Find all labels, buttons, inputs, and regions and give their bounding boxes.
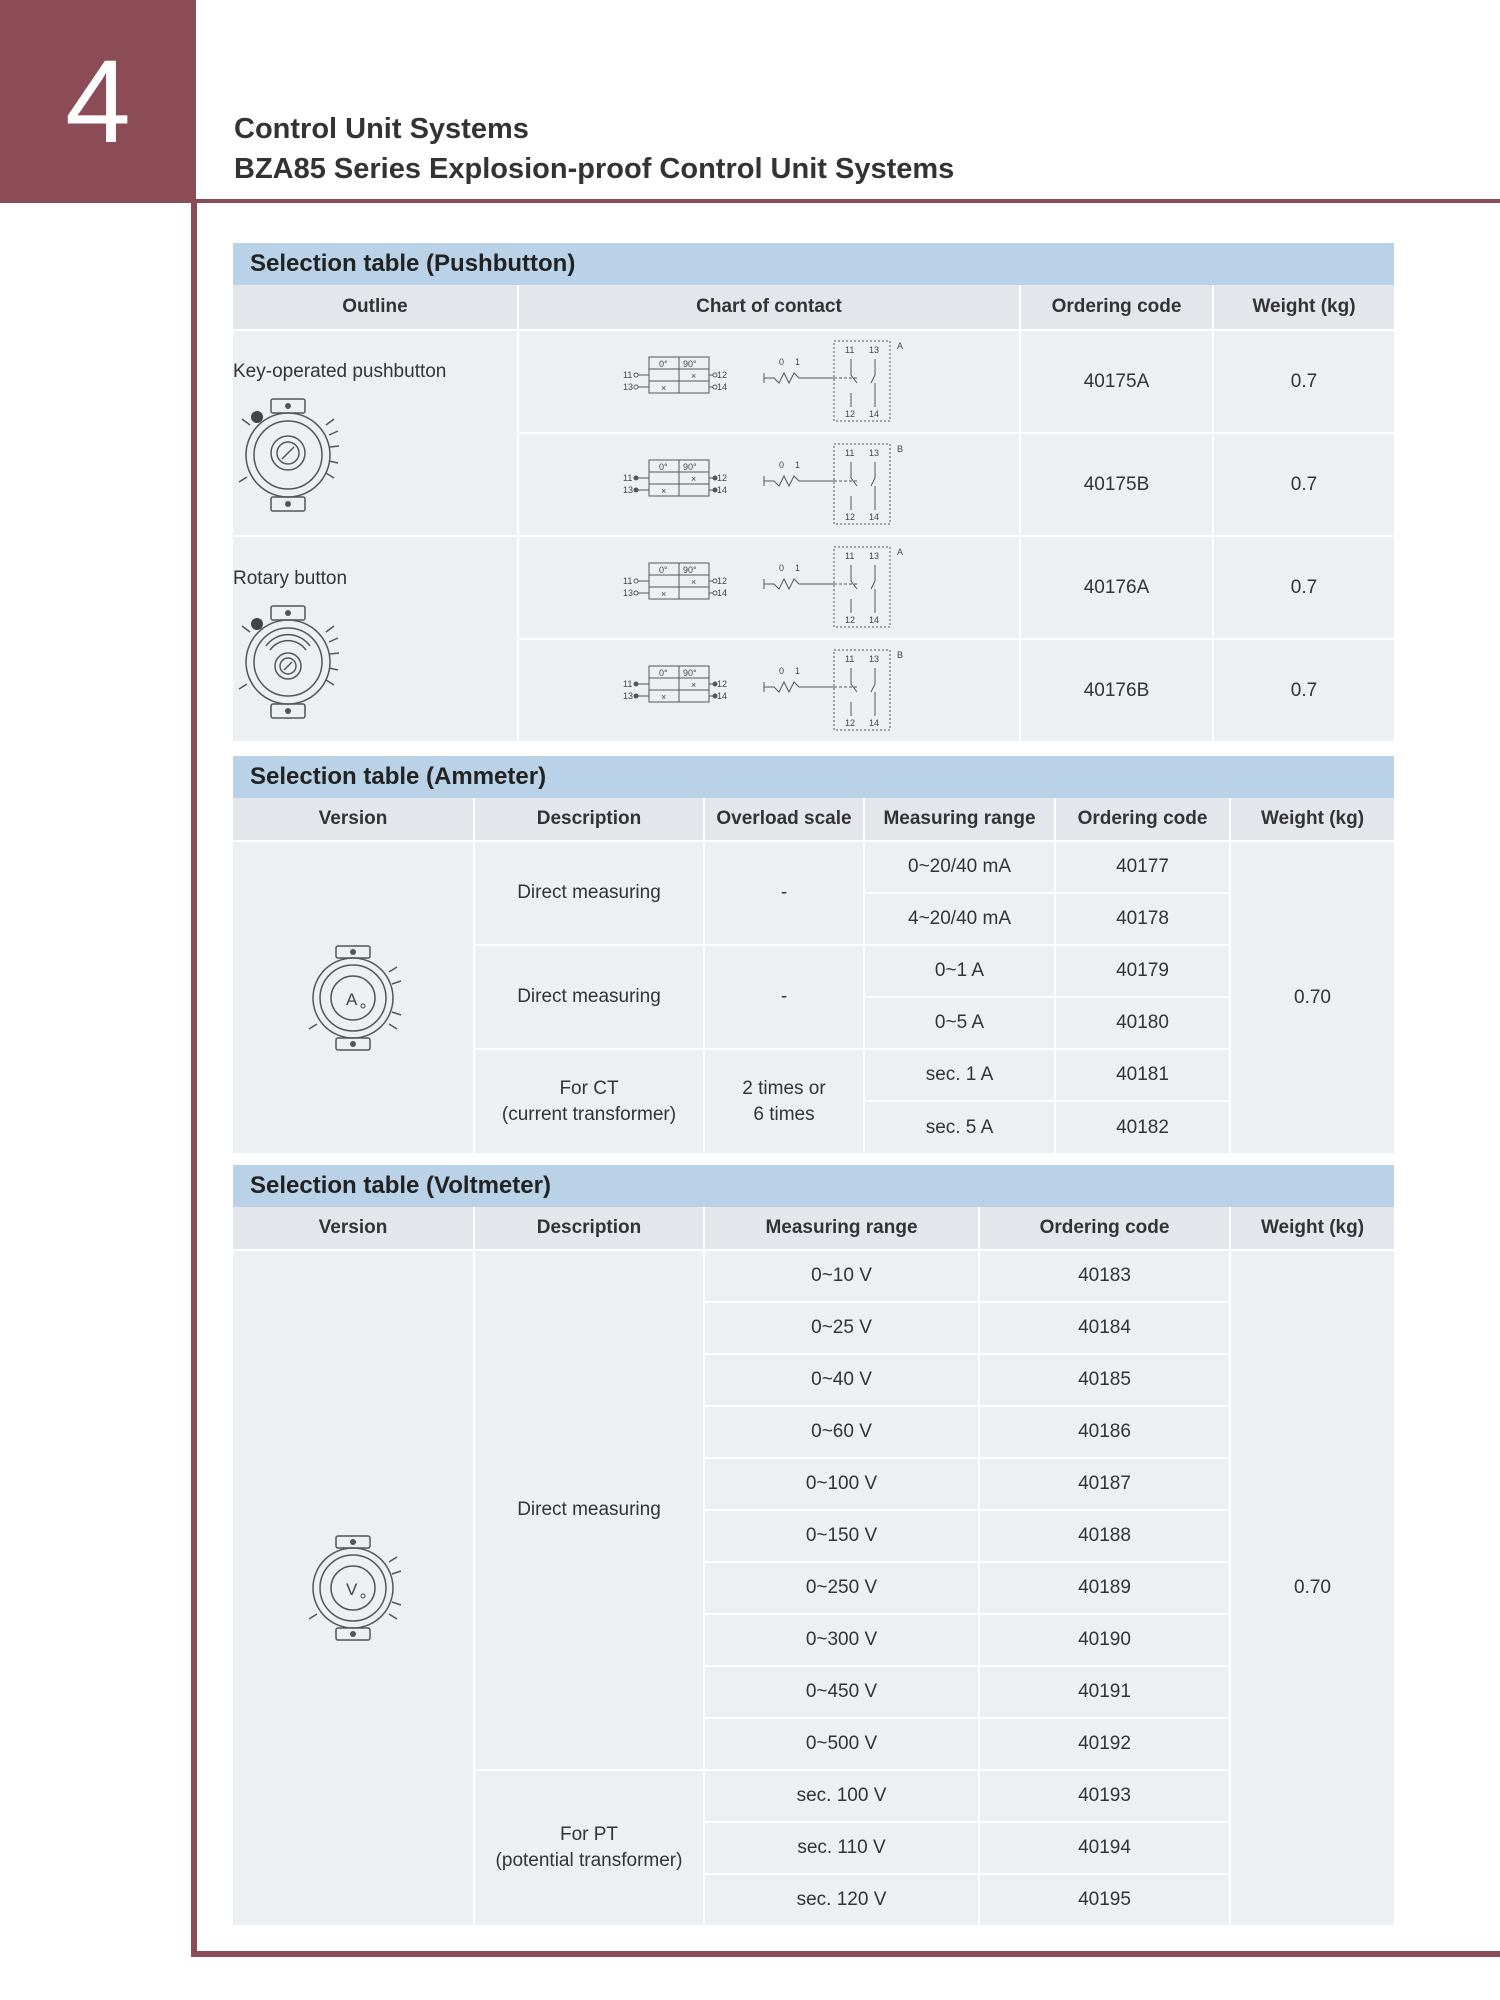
terminal-label: 11 <box>845 447 855 458</box>
pb-code: 40176B <box>1021 640 1212 741</box>
terminal-dot <box>634 476 638 480</box>
ammeter-icon-letter: A <box>346 989 358 1009</box>
chart-mark: × <box>691 473 697 484</box>
am-range: 0~1 A <box>865 946 1054 996</box>
chart-label: 90° <box>683 461 697 472</box>
am-header-version: Version <box>233 798 473 840</box>
terminal-label: 13 <box>869 653 880 664</box>
chart-label: 0° <box>659 667 668 678</box>
terminal-dot <box>713 694 717 698</box>
voltmeter-icon-letter: V <box>346 1580 358 1599</box>
am-description: Direct measuring <box>475 946 703 1048</box>
vm-code: 40189 <box>980 1563 1229 1613</box>
contact-chart-a <box>519 331 1019 432</box>
vm-description-line: (potential transformer) <box>495 1850 683 1871</box>
am-overload: - <box>705 946 863 1048</box>
chart-mark: × <box>661 485 667 496</box>
terminal-label: 14 <box>869 614 880 625</box>
am-range: 0~5 A <box>865 998 1054 1048</box>
chart-mark: × <box>691 576 697 587</box>
position-label: 1 <box>795 665 801 676</box>
position-label: 1 <box>795 459 801 470</box>
chart-mark: × <box>661 382 667 393</box>
terminal-dot <box>713 476 717 480</box>
vm-description-pt <box>475 1771 703 1925</box>
vm-code: 40185 <box>980 1355 1229 1405</box>
terminal-label: 12 <box>717 472 728 483</box>
terminal-label: 11 <box>845 653 855 664</box>
pb-header-outline: Outline <box>233 285 517 329</box>
position-label: 0 <box>779 459 785 470</box>
terminal-label: 14 <box>717 690 728 701</box>
pb-weight: 0.7 <box>1214 537 1394 638</box>
voltmeter-section-title: Selection table (Voltmeter) <box>233 1165 1394 1207</box>
terminal-label: 12 <box>845 511 856 522</box>
terminal-label: 14 <box>869 717 880 728</box>
vm-range: 0~150 V <box>705 1511 978 1561</box>
am-header-description: Description <box>475 798 703 840</box>
position-label: 0 <box>779 356 785 367</box>
variant-label: B <box>897 649 904 660</box>
am-code: 40178 <box>1056 894 1229 944</box>
terminal-dot <box>713 385 717 389</box>
terminal-label: 12 <box>717 678 728 689</box>
chart-label: 0° <box>659 564 668 575</box>
terminal-dot <box>713 591 717 595</box>
pushbutton-table <box>233 285 1394 741</box>
am-header-overload: Overload scale <box>705 798 863 840</box>
am-code: 40181 <box>1056 1050 1229 1100</box>
vm-range: 0~250 V <box>705 1563 978 1613</box>
left-rule <box>191 203 197 1957</box>
header-rule <box>196 199 1500 203</box>
ammeter-version <box>233 842 473 1153</box>
am-description-ct <box>475 1050 703 1153</box>
pb-header-chart: Chart of contact <box>519 285 1019 329</box>
terminal-dot <box>634 579 638 583</box>
am-range: sec. 1 A <box>865 1050 1054 1100</box>
voltmeter-table <box>233 1207 1394 1925</box>
vm-range: 0~40 V <box>705 1355 978 1405</box>
vm-header-description: Description <box>475 1207 703 1249</box>
am-description-line: (current transformer) <box>501 1103 677 1125</box>
key-pushbutton-icon <box>233 395 343 515</box>
terminal-label: 14 <box>717 381 728 392</box>
variant-label: B <box>897 443 904 454</box>
terminal-dot <box>713 373 717 377</box>
terminal-label: 11 <box>623 678 633 689</box>
vm-header-range: Measuring range <box>705 1207 978 1249</box>
am-header-code: Ordering code <box>1056 798 1229 840</box>
terminal-label: 14 <box>717 587 728 598</box>
vm-description: Direct measuring <box>475 1251 703 1769</box>
pb-group-label: Rotary button <box>233 568 348 589</box>
am-header-range: Measuring range <box>865 798 1054 840</box>
chart-mark: × <box>661 588 667 599</box>
pb-header-weight: Weight (kg) <box>1214 285 1394 329</box>
terminal-dot <box>634 682 638 686</box>
terminal-label: 14 <box>717 484 728 495</box>
chart-mark: × <box>691 370 697 381</box>
chart-mark: × <box>691 679 697 690</box>
terminal-label: 11 <box>623 575 633 586</box>
am-overload-line: 6 times <box>753 1103 815 1125</box>
terminal-dot <box>634 694 638 698</box>
am-code: 40182 <box>1056 1102 1229 1153</box>
terminal-label: 13 <box>869 344 880 355</box>
pb-weight: 0.7 <box>1214 434 1394 535</box>
terminal-label: 13 <box>623 587 634 598</box>
am-description: Direct measuring <box>475 842 703 944</box>
chart-label: 0° <box>659 358 668 369</box>
position-label: 0 <box>779 665 785 676</box>
pb-weight: 0.7 <box>1214 640 1394 741</box>
am-header-weight: Weight (kg) <box>1231 798 1394 840</box>
pb-weight: 0.7 <box>1214 331 1394 432</box>
vm-code: 40188 <box>980 1511 1229 1561</box>
vm-range: 0~25 V <box>705 1303 978 1353</box>
terminal-label: 13 <box>623 484 634 495</box>
pushbutton-section-title: Selection table (Pushbutton) <box>233 243 1394 285</box>
terminal-label: 11 <box>845 550 855 561</box>
chart-label: 90° <box>683 564 697 575</box>
pb-group-label: Key-operated pushbutton <box>233 361 447 382</box>
vm-code: 40193 <box>980 1771 1229 1821</box>
terminal-label: 14 <box>869 408 880 419</box>
vm-range: sec. 120 V <box>705 1875 978 1925</box>
terminal-dot <box>713 579 717 583</box>
vm-code: 40195 <box>980 1875 1229 1925</box>
ammeter-table <box>233 798 1394 1153</box>
vm-range: 0~500 V <box>705 1719 978 1769</box>
chart-label: 90° <box>683 358 697 369</box>
am-overload-ct <box>705 1050 863 1153</box>
vm-description-line: For PT <box>559 1824 619 1845</box>
terminal-label: 13 <box>869 550 880 561</box>
contact-chart-b <box>519 434 1019 535</box>
contact-chart-b <box>519 640 1019 741</box>
am-overload: - <box>705 842 863 944</box>
terminal-dot <box>634 373 638 377</box>
am-description-line: For CT <box>559 1077 619 1099</box>
am-range: sec. 5 A <box>865 1102 1054 1153</box>
pb-code: 40175B <box>1021 434 1212 535</box>
position-label: 0 <box>779 562 785 573</box>
terminal-label: 12 <box>845 614 856 625</box>
terminal-label: 12 <box>845 717 856 728</box>
am-overload-line: 2 times or <box>742 1077 826 1099</box>
vm-header-code: Ordering code <box>980 1207 1229 1249</box>
vm-range: 0~60 V <box>705 1407 978 1457</box>
terminal-dot <box>713 488 717 492</box>
terminal-label: 13 <box>623 381 634 392</box>
am-code: 40177 <box>1056 842 1229 892</box>
pb-code: 40176A <box>1021 537 1212 638</box>
terminal-label: 14 <box>869 511 880 522</box>
ammeter-section-title: Selection table (Ammeter) <box>233 756 1394 798</box>
terminal-label: 11 <box>623 472 633 483</box>
vm-header-weight: Weight (kg) <box>1231 1207 1394 1249</box>
pb-group-rotary <box>233 537 517 741</box>
terminal-dot <box>634 591 638 595</box>
terminal-label: 12 <box>717 369 728 380</box>
position-label: 1 <box>795 562 801 573</box>
vm-code: 40184 <box>980 1303 1229 1353</box>
variant-label: A <box>897 546 904 557</box>
vm-range: 0~10 V <box>705 1251 978 1301</box>
am-weight: 0.70 <box>1231 842 1394 1153</box>
vm-code: 40186 <box>980 1407 1229 1457</box>
voltmeter-icon <box>303 1532 403 1644</box>
vm-code: 40194 <box>980 1823 1229 1873</box>
am-code: 40180 <box>1056 998 1229 1048</box>
page-title: Control Unit Systems <box>234 113 529 145</box>
footer-rule <box>191 1951 1500 1957</box>
terminal-dot <box>713 682 717 686</box>
pb-header-code: Ordering code <box>1021 285 1212 329</box>
page-subtitle: BZA85 Series Explosion-proof Control Unit Systems <box>234 153 955 185</box>
chapter-number: 4 <box>0 0 196 203</box>
terminal-label: 12 <box>717 575 728 586</box>
chart-label: 0° <box>659 461 668 472</box>
vm-range: 0~450 V <box>705 1667 978 1717</box>
pb-group-key <box>233 331 517 535</box>
vm-range: 0~100 V <box>705 1459 978 1509</box>
vm-code: 40187 <box>980 1459 1229 1509</box>
am-range: 0~20/40 mA <box>865 842 1054 892</box>
terminal-dot <box>634 488 638 492</box>
am-range: 4~20/40 mA <box>865 894 1054 944</box>
rotary-button-icon <box>233 602 343 722</box>
terminal-label: 12 <box>845 408 856 419</box>
vm-code: 40192 <box>980 1719 1229 1769</box>
pb-code: 40175A <box>1021 331 1212 432</box>
vm-code: 40191 <box>980 1667 1229 1717</box>
ammeter-icon <box>303 942 403 1054</box>
variant-label: A <box>897 340 904 351</box>
vm-range: 0~300 V <box>705 1615 978 1665</box>
vm-range: sec. 110 V <box>705 1823 978 1873</box>
chart-mark: × <box>661 691 667 702</box>
terminal-label: 11 <box>623 369 633 380</box>
voltmeter-version <box>233 1251 473 1925</box>
position-label: 1 <box>795 356 801 367</box>
am-code: 40179 <box>1056 946 1229 996</box>
contact-chart-a <box>519 537 1019 638</box>
vm-code: 40183 <box>980 1251 1229 1301</box>
terminal-label: 13 <box>869 447 880 458</box>
vm-code: 40190 <box>980 1615 1229 1665</box>
chart-label: 90° <box>683 667 697 678</box>
vm-range: sec. 100 V <box>705 1771 978 1821</box>
terminal-dot <box>634 385 638 389</box>
vm-weight: 0.70 <box>1231 1251 1394 1925</box>
vm-header-version: Version <box>233 1207 473 1249</box>
terminal-label: 11 <box>845 344 855 355</box>
terminal-label: 13 <box>623 690 634 701</box>
